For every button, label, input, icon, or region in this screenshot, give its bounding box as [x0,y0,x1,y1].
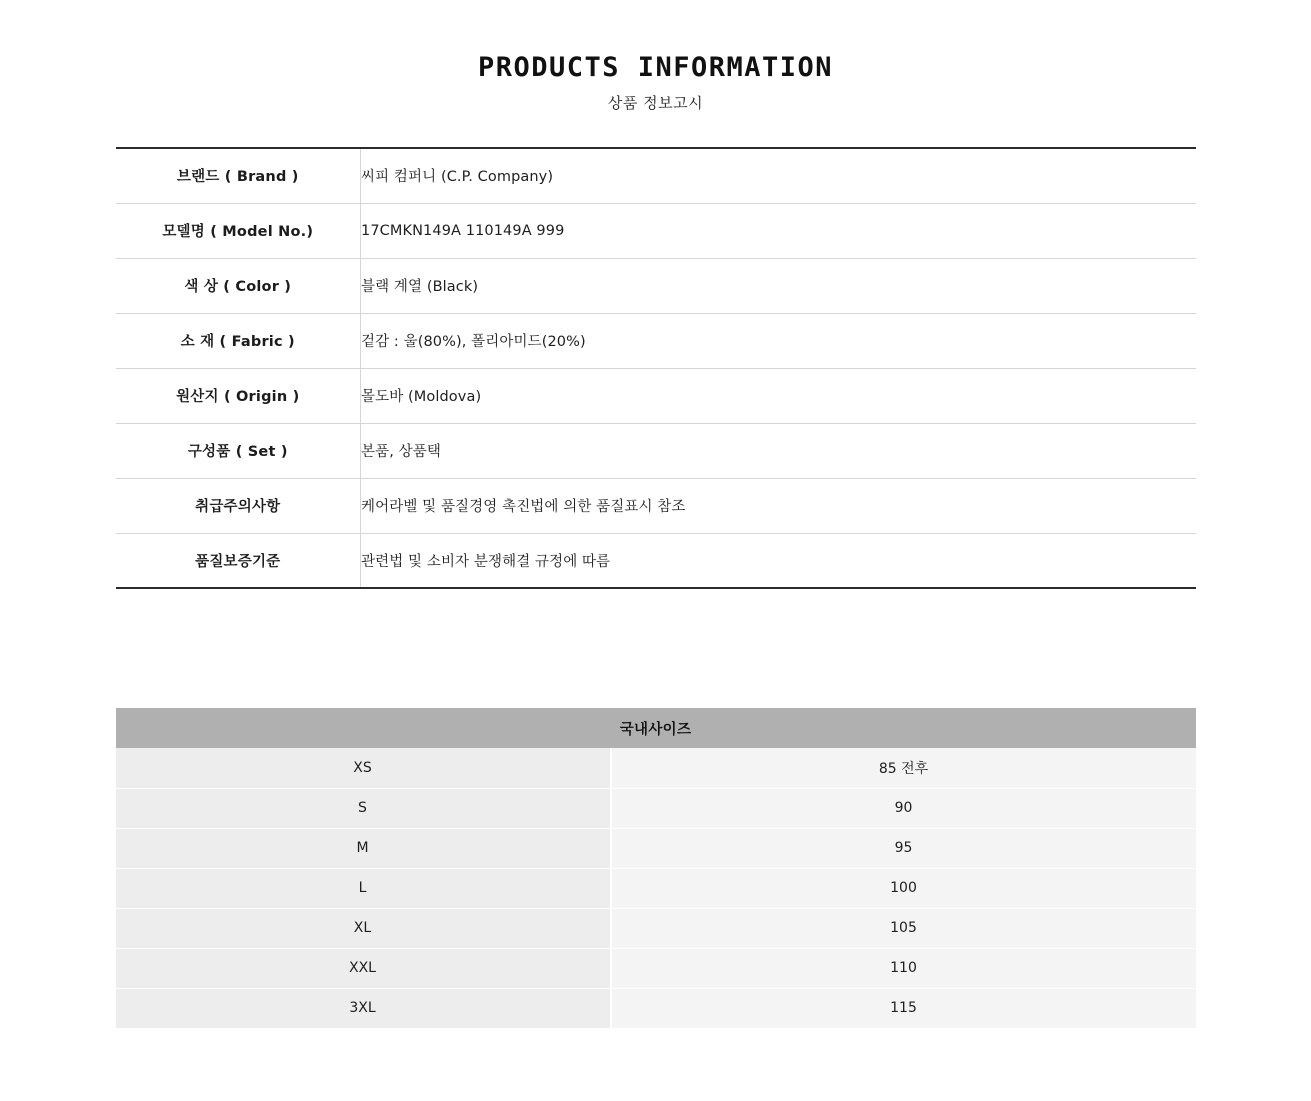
table-row [116,908,1196,948]
info-value: 관련법 및 소비자 분쟁해결 규정에 따름 [361,553,611,570]
table-row [116,258,1196,313]
info-label: 브랜드 ( Brand ) [116,148,361,203]
table-row [116,148,1196,203]
size-value: 115 [611,988,1196,1028]
size-chart-table [116,708,1196,1029]
size-name: M [116,828,611,868]
info-value: 본품, 상품택 [361,444,441,461]
size-name: XXL [116,948,611,988]
size-chart-head [116,708,1196,748]
size-chart-container [116,708,1196,1029]
table-row [116,478,1196,533]
table-row [116,988,1196,1028]
table-row [116,948,1196,988]
size-name: XS [116,748,611,788]
size-chart-header-label: 국내사이즈 [116,708,1196,748]
info-label: 원산지 ( Origin ) [116,368,361,423]
product-info-table [116,147,1196,589]
size-value: 85 전후 [611,748,1196,788]
table-row [116,788,1196,828]
info-label: 구성품 ( Set ) [116,423,361,478]
info-label: 소 재 ( Fabric ) [116,313,361,368]
table-row [116,368,1196,423]
size-chart-body [116,748,1196,1028]
table-row [116,533,1196,588]
page-title: PRODUCTS INFORMATION [477,52,834,83]
size-name: 3XL [116,988,611,1028]
info-value: 몰도바 (Moldova) [361,389,482,406]
info-label: 취급주의사항 [116,478,361,533]
size-value: 95 [611,828,1196,868]
table-row [116,423,1196,478]
info-label: 색 상 ( Color ) [116,258,361,313]
size-name: S [116,788,611,828]
size-value: 90 [611,788,1196,828]
info-value: 겉감 : 울(80%), 폴리아미드(20%) [361,334,586,351]
size-chart-header-row [116,708,1196,748]
info-value: 케어라벨 및 품질경영 촉진법에 의한 품질표시 참조 [361,499,686,516]
size-name: XL [116,908,611,948]
size-name: L [116,868,611,908]
product-info-table-body [116,148,1196,588]
info-value: 17CMKN149A 110149A 999 [361,222,565,239]
page-header [0,0,1311,113]
product-info-table-container [116,147,1196,589]
info-label: 모델명 ( Model No.) [116,203,361,258]
table-row [116,203,1196,258]
info-value: 블랙 계열 (Black) [361,279,479,296]
table-row [116,748,1196,788]
page-subtitle: 상품 정보고시 [607,94,704,113]
info-value: 씨피 컴퍼니 (C.P. Company) [361,169,554,186]
size-value: 100 [611,868,1196,908]
table-row [116,313,1196,368]
size-value: 110 [611,948,1196,988]
table-row [116,828,1196,868]
size-value: 105 [611,908,1196,948]
info-label: 품질보증기준 [116,533,361,588]
table-row [116,868,1196,908]
